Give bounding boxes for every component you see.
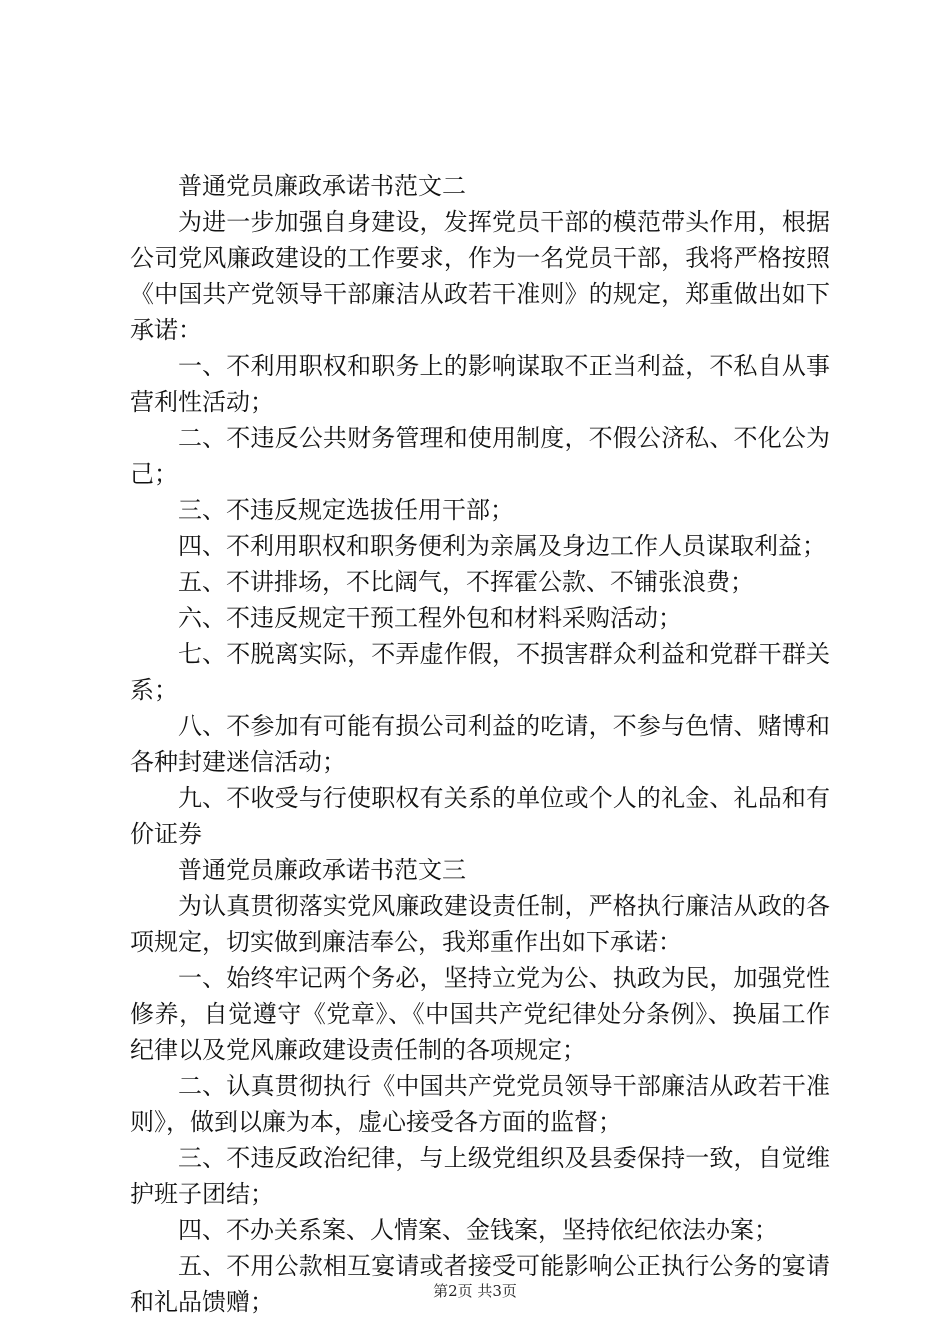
paragraph: 五、不用公款相互宴请或者接受可能影响公正执行公务的宴请和礼品馈赠； xyxy=(130,1252,830,1316)
paragraph: 七、不脱离实际，不弄虚作假，不损害群众利益和党群干群关系； xyxy=(130,640,830,704)
paragraph: 三、不违反规定选拔任用干部； xyxy=(178,496,514,524)
paragraph: 八、不参加有可能有损公司利益的吃请，不参与色情、赌博和各种封建迷信活动； xyxy=(130,712,830,776)
paragraph: 四、不利用职权和职务便利为亲属及身边工作人员谋取利益； xyxy=(178,532,826,560)
document-body xyxy=(130,168,830,1320)
paragraph: 为认真贯彻落实党风廉政建设责任制，严格执行廉洁从政的各项规定，切实做到廉洁奉公，我郑重作出如下承诺： xyxy=(130,892,830,956)
paragraph: 四、不办关系案、人情案、金钱案，坚持依纪依法办案； xyxy=(178,1216,778,1244)
paragraph: 三、不违反政治纪律，与上级党组织及县委保持一致，自觉维护班子团结； xyxy=(130,1144,830,1208)
section-title: 普通党员廉政承诺书范文二 xyxy=(178,172,466,200)
paragraph: 九、不收受与行使职权有关系的单位或个人的礼金、礼品和有价证券 xyxy=(130,784,830,848)
paragraph: 二、不违反公共财务管理和使用制度，不假公济私、不化公为己； xyxy=(130,424,830,488)
paragraph: 一、不利用职权和职务上的影响谋取不正当利益，不私自从事营利性活动； xyxy=(130,352,830,416)
paragraph: 一、始终牢记两个务必，坚持立党为公、执政为民，加强党性修养，自觉遵守《党章》、《中国共产党纪律处分条例》、换届工作纪律以及党风廉政建设责任制的各项规定； xyxy=(130,964,830,1064)
paragraph: 二、认真贯彻执行《中国共产党党员领导干部廉洁从政若干准则》，做到以廉为本，虚心接受各方面的监督； xyxy=(130,1072,830,1136)
section-title: 普通党员廉政承诺书范文三 xyxy=(178,856,466,884)
paragraph: 为进一步加强自身建设，发挥党员干部的模范带头作用，根据公司党风廉政建设的工作要求，作为一名党员干部，我将严格按照《中国共产党领导干部廉洁从政若干准则》的规定，郑重做出如下承诺： xyxy=(130,208,830,344)
paragraph: 五、不讲排场，不比阔气，不挥霍公款、不铺张浪费； xyxy=(178,568,754,596)
page-footer: 第2页 共3页 xyxy=(433,1282,517,1300)
paragraph: 六、不违反规定干预工程外包和材料采购活动； xyxy=(178,604,682,632)
